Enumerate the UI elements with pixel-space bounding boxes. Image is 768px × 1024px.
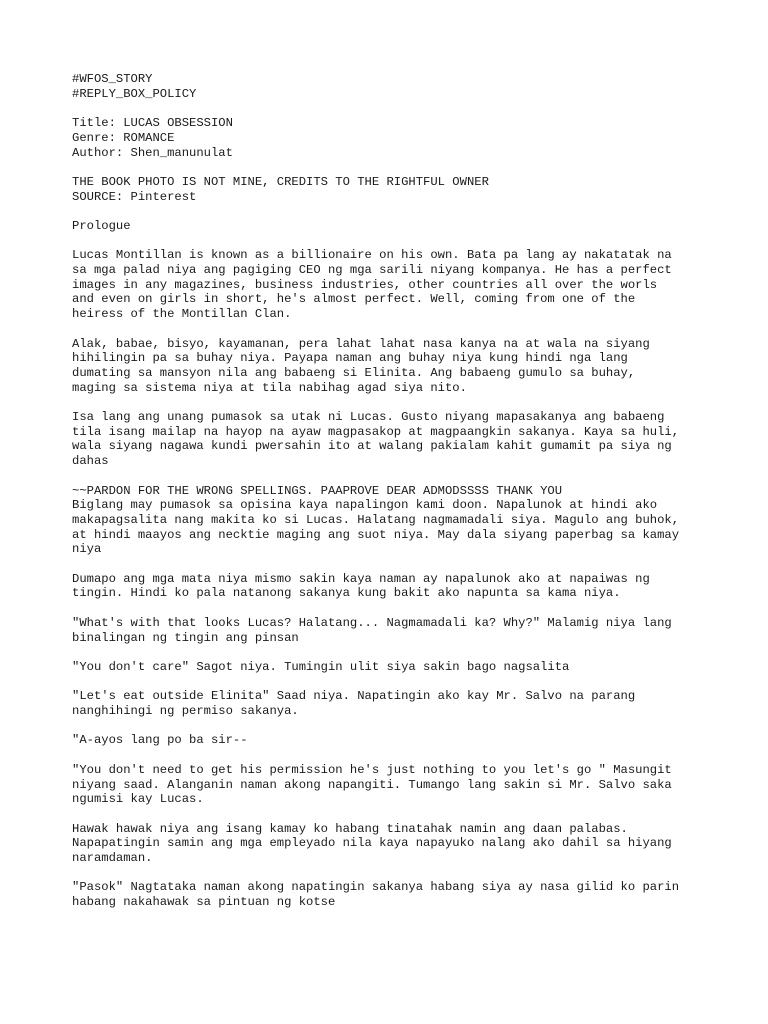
paragraph-line: tila isang mailap na hayop na ayaw magpasakop at magpaangkin sakanya. Kaya sa huli, — [72, 424, 680, 439]
paragraph-line: dumating sa mansyon nila ang babaeng si Elinita. Ang babaeng gumulo sa buhay, — [72, 365, 636, 380]
paragraph-line: nanghihingi ng permiso sakanya. — [72, 704, 299, 719]
paragraph-line: Isa lang ang unang pumasok sa utak ni Lucas. Gusto niyang mapasakanya ang babaeng — [72, 410, 665, 425]
paragraph — [72, 733, 712, 748]
story-title: Title: LUCAS OBSESSION — [72, 116, 233, 131]
paragraph-line: Lucas Montillan is known as a billionaire on his own. Bata pa lang ay nakatatak na — [72, 248, 672, 263]
paragraph-line: Hawak hawak niya ang isang kamay ko habang tinatahak namin ang daan palabas. — [72, 821, 628, 836]
paragraph-line: "A-ayos lang po ba sir-- — [72, 733, 248, 748]
paragraph-line: ~~PARDON FOR THE WRONG SPELLINGS. PAAPROVE DEAR ADMODSSSS THANK YOU — [72, 483, 563, 498]
paragraph-line: images in any magazines, business industries, other countries all over the worls — [72, 277, 658, 292]
paragraph — [72, 572, 712, 601]
paragraph-line: maging sa sistema niya at tila nabihag agad siya nito. — [72, 380, 467, 395]
paragraph-line: "What's with that looks Lucas? Halatang... Nagmamadali ka? Why?" Malamig niya lang — [72, 615, 672, 630]
paragraph-line: Napapatingin samin ang mga empleyado nila kaya napayuko nalang ako dahil sa hiyang — [72, 836, 672, 851]
paragraph — [72, 763, 712, 807]
hashtag-line: #WFOS_STORY — [72, 72, 153, 86]
paragraph — [72, 822, 712, 866]
paragraph — [72, 484, 712, 558]
paragraph-line: "You don't care" Sagot niya. Tumingin ulit siya sakin bago nagsalita — [72, 659, 570, 674]
prologue-heading: Prologue — [72, 218, 131, 233]
paragraph-line: ngumisi kay Lucas. — [72, 792, 204, 807]
credits-line: THE BOOK PHOTO IS NOT MINE, CREDITS TO THE RIGHTFUL OWNER — [72, 174, 489, 189]
paragraph-line: Dumapo ang mga mata niya mismo sakin kaya naman ay napalunok ako at napaiwas ng — [72, 571, 650, 586]
paragraph-line: niya — [72, 542, 102, 557]
paragraph-line: Alak, babae, bisyo, kayamanan, pera lahat lahat nasa kanya na at wala na siyang — [72, 336, 650, 351]
paragraph — [72, 337, 712, 396]
paragraph — [72, 248, 712, 322]
story-author: Author: Shen_manunulat — [72, 145, 233, 160]
paragraph-line: niyang saad. Alanganin naman akong napangiti. Tumango lang sakin si Mr. Salvo saka — [72, 777, 672, 792]
paragraph-line: sa mga palad niya ang pagiging CEO ng mga sarili niyang kompanya. He has a perfect — [72, 263, 672, 278]
paragraph-line: binalingan ng tingin ang pinsan — [72, 630, 299, 645]
paragraph-line: Biglang may pumasok sa opisina kaya napalingon kami doon. Napalunok at hindi ako — [72, 498, 658, 513]
story-meta-block — [72, 116, 712, 160]
credits-block — [72, 175, 712, 204]
paragraph-line: "You don't need to get his permission he's just nothing to you let's go " Masungit — [72, 762, 672, 777]
paragraph-line: and even on girls in short, he's almost perfect. Well, coming from one of the — [72, 292, 636, 307]
paragraph-line: wala siyang nagawa kundi pwersahin ito at walang pakialam kahit gumamit pa siya ng — [72, 439, 672, 454]
paragraph — [72, 880, 712, 909]
paragraph-line: makapagsalita nang makita ko si Lucas. Halatang nagmamadali siya. Magulo ang buhok, — [72, 512, 680, 527]
paragraph — [72, 660, 712, 675]
credits-source: SOURCE: Pinterest — [72, 189, 197, 204]
paragraph — [72, 689, 712, 718]
paragraph-line: "Pasok" Nagtataka naman akong napatingin sakanya habang siya ay nasa gilid ko parin — [72, 880, 680, 895]
paragraph-line: at hindi maayos ang necktie maging ang suot niya. May dala siyang paperbag sa kamay — [72, 527, 680, 542]
paragraph-line: habang nakahawak sa pintuan ng kotse — [72, 895, 336, 910]
paragraph-line: tingin. Hindi ko pala natanong sakanya kung bakit ako napunta sa kama niya. — [72, 586, 621, 601]
paragraph-line: dahas — [72, 454, 109, 469]
story-genre: Genre: ROMANCE — [72, 130, 175, 145]
paragraph — [72, 616, 712, 645]
paragraph-line: "Let's eat outside Elinita" Saad niya. Napatingin ako kay Mr. Salvo na parang — [72, 689, 636, 704]
hashtag-line: #REPLY_BOX_POLICY — [72, 86, 197, 101]
hashtags-block — [72, 72, 712, 101]
document-page — [72, 72, 712, 925]
section-heading — [72, 219, 712, 234]
paragraph — [72, 410, 712, 469]
paragraph-line: heiress of the Montillan Clan. — [72, 307, 292, 322]
paragraph-line: naramdaman. — [72, 851, 153, 866]
paragraph-line: hihilingin pa sa buhay niya. Payapa naman ang buhay niya kung hindi nga lang — [72, 351, 628, 366]
